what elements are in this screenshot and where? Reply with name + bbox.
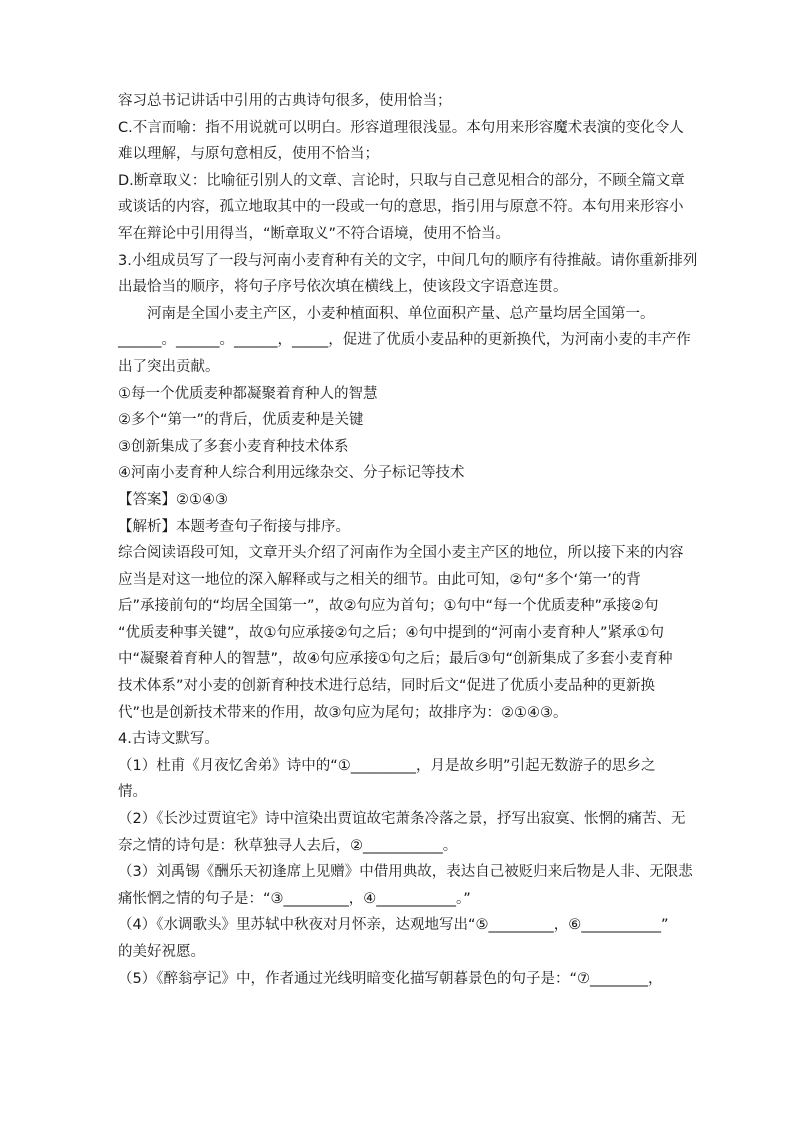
poem-item-3: （3）刘禹锡《酬乐天初逢席上见赠》中借用典故，表达自己被贬归来后物是人非、无限悲	[118, 864, 693, 881]
analysis-line: 技术体系”对小麦的创新育种技术进行总结，同时后文“促进了优质小麦品种的更新换	[118, 678, 656, 695]
text-line: 容习总书记讲话中引用的古典诗句很多，使用恰当；	[118, 93, 452, 109]
poem-item-5: （5）《醉翁亭记》中，作者通过光线明暗变化描写朝暮景色的句子是：“⑦________，	[118, 970, 663, 987]
question-3-heading: 3.小组成员写了一段与河南小麦育种有关的文字，中间几句的顺序有待推敲。请你重新排列	[118, 252, 698, 269]
poem-item-2: （2）《长沙过贾谊宅》诗中渲染出贾谊故宅萧条冷落之景，抒写出寂寞、怅惘的痛苦、无	[118, 811, 686, 828]
option-1: ①每一个优质麦种都凝聚着育种人的智慧	[118, 385, 378, 402]
analysis-line: 应当是对这一地位的深入解释或与之相关的细节。由此可知，②句“多个‘第一’的背	[118, 571, 641, 588]
analysis-heading: 【解析】本题考查句子衔接与排序。	[118, 518, 350, 535]
option-4: ④河南小麦育种人综合利用远缘杂交、分子标记等技术	[118, 465, 465, 482]
option-2: ②多个“第一”的背后，优质麦种是关键	[118, 412, 364, 429]
poem-item-1-cont: 情。	[118, 784, 147, 801]
poem-item-4: （4）《水调歌头》里苏轼中秋夜对月怀亲，达观地写出“⑤_________，⑥___________”	[118, 917, 669, 934]
passage-line: 出了突出贡献。	[118, 358, 220, 375]
text-line: 或谈话的内容，孤立地取其中的一段或一句的意思，指引用与原意不符。本句用来形容小	[118, 199, 684, 216]
analysis-line: 综合阅读语段可知，文章开头介绍了河南作为全国小麦主产区的地位，所以接下来的内容	[118, 545, 684, 562]
text-line: 出最恰当的顺序，将句子序号依次填在横线上，使该段文字语意连贯。	[118, 279, 568, 296]
analysis-line: 代”也是创新技术带来的作用，故③句应为尾句；故排序为：②①④③。	[118, 704, 568, 721]
text-line: 难以理解，与原句意相反，使用不恰当；	[118, 146, 379, 163]
text-line: D.断章取义：比喻征引别人的文章、言论时，只取与自己意见相合的部分，不顾全篇文章	[118, 172, 685, 189]
answer-line: 【答案】②①④③	[118, 491, 228, 508]
passage-blanks-line: ______。______。______，_____，促进了优质小麦品种的更新换代，为河南小麦的丰产作	[118, 332, 691, 349]
question-4-heading: 4.古诗文默写。	[118, 731, 219, 748]
analysis-line: “优质麦种事关键”，故①句应承接②句之后；④句中提到的“河南小麦育种人”紧承①句	[118, 624, 665, 641]
passage-line: 河南是全国小麦主产区，小麦种植面积、单位面积产量、总产量均居全国第一。	[147, 305, 655, 322]
analysis-line: 后”承接前句的“均居全国第一”，故②句应为首句；①句中“每一个优质麦种”承接②句	[118, 598, 659, 615]
analysis-line: 中“凝聚着育种人的智慧”，故④句应承接①句之后；最后③句“创新集成了多套小麦育种	[118, 651, 673, 668]
poem-item-1: （1）杜甫《月夜忆舍弟》诗中的“①_________，月是故乡明”引起无数游子的思乡之	[118, 757, 656, 774]
document-page	[118, 88, 698, 992]
text-line: 军在辩论中引用得当，“断章取义”不符合语境，使用不恰当。	[118, 225, 511, 242]
text-line: C.不言而喻：指不用说就可以明白。形容道理很浅显。本句用来形容魔术表演的变化令人	[118, 119, 684, 136]
option-3: ③创新集成了多套小麦育种技术体系	[118, 438, 349, 455]
poem-item-4-cont: 的美好祝愿。	[118, 944, 205, 960]
poem-item-3-cont: 痛怅惘之情的句子是：“③_________，④___________。”	[118, 890, 471, 907]
poem-item-2-cont: 奈之情的诗句是：秋草独寻人去后，②___________。	[118, 837, 458, 854]
